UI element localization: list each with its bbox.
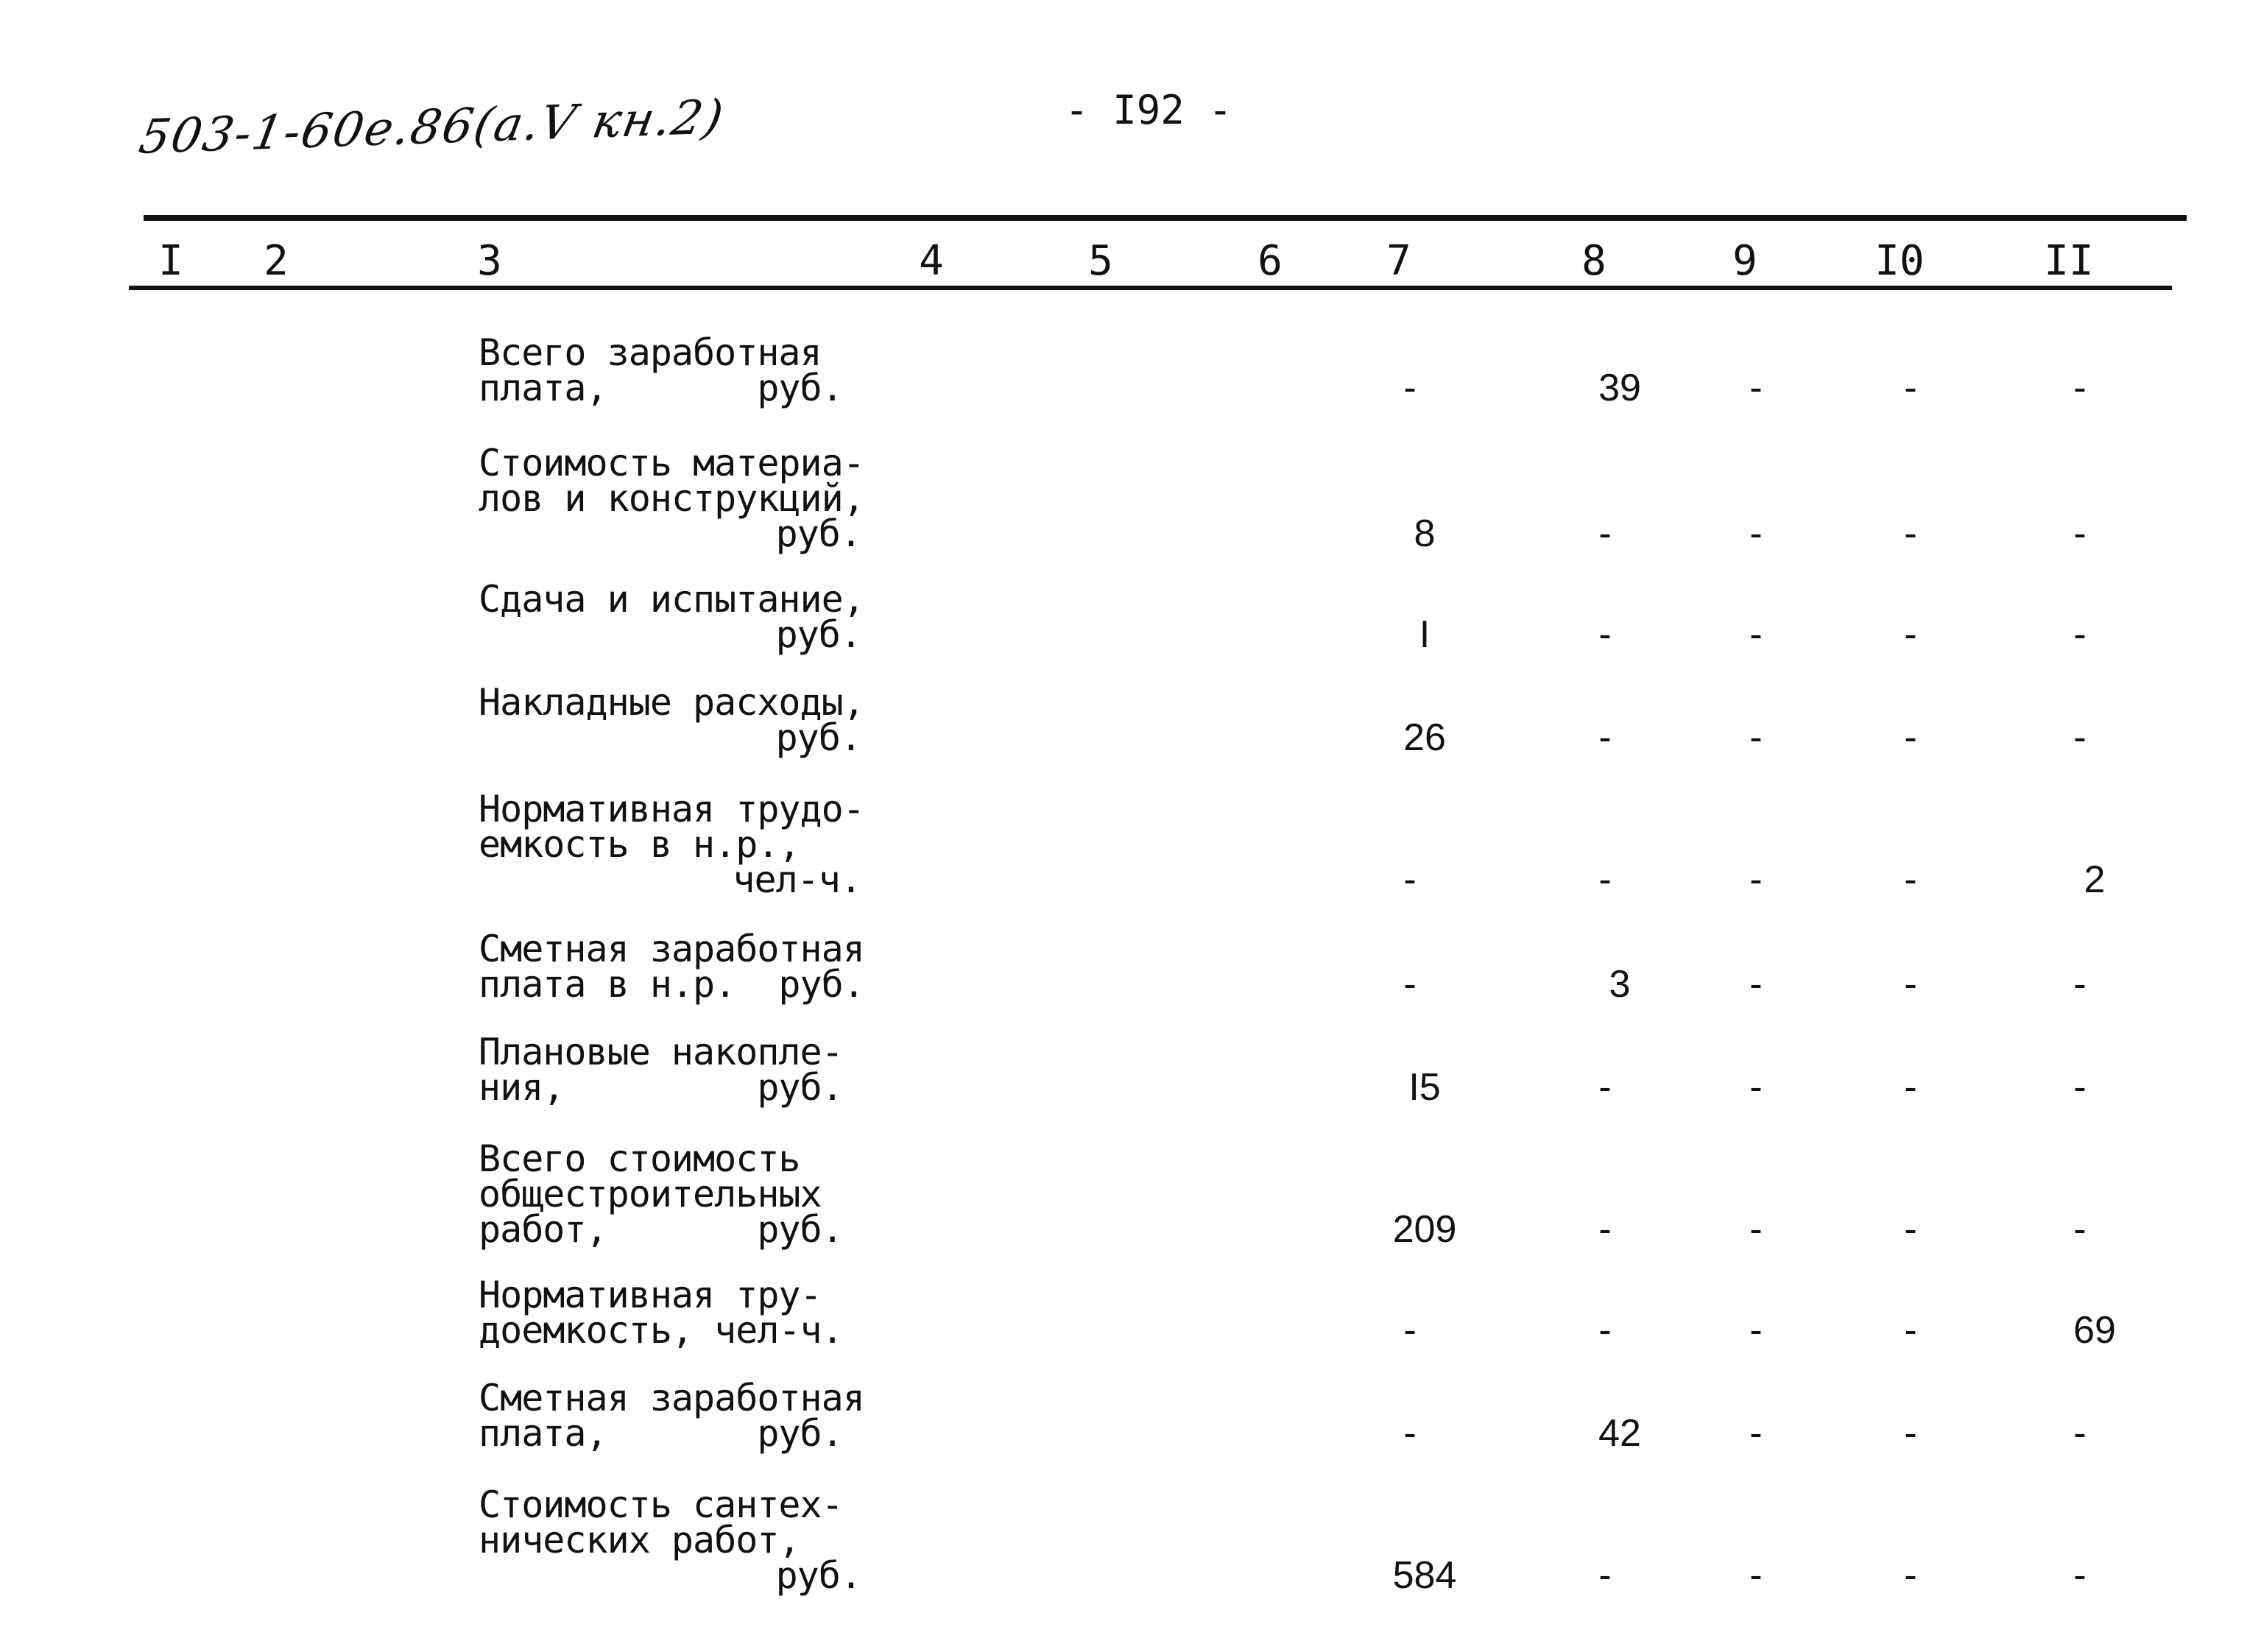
cell-col9: - xyxy=(1749,1208,1763,1251)
row-label-line: Сдача и испытание, xyxy=(479,578,864,621)
row-label-line: емкость в н.р., xyxy=(479,823,800,866)
cell-col11: 2 xyxy=(2084,858,2106,901)
row-label xyxy=(479,1137,891,1251)
cell-col7: - xyxy=(1403,1309,1417,1352)
row-unit: чел-ч. xyxy=(733,858,861,901)
cell-col7: I5 xyxy=(1408,1066,1441,1109)
cell-col8: - xyxy=(1598,613,1612,656)
cell-col9: - xyxy=(1749,858,1763,901)
table-top-rule xyxy=(144,215,2187,221)
cell-col7: - xyxy=(1403,367,1417,409)
row-label-line: Нормативная трудо- xyxy=(479,788,864,830)
table-header-rule xyxy=(129,286,2172,290)
cell-col10: - xyxy=(1904,1554,1917,1597)
cell-col10: - xyxy=(1904,512,1917,555)
cell-col9: - xyxy=(1749,963,1763,1006)
row-label-line: Стоимость сантех- xyxy=(479,1483,843,1526)
column-number-6: 6 xyxy=(1258,237,1283,285)
cell-col10: - xyxy=(1904,367,1917,409)
row-label-line: плата в н.р. руб. xyxy=(479,963,864,1006)
row-label xyxy=(479,1274,891,1352)
row-label-line: Плановые накопле- xyxy=(479,1031,843,1073)
cell-col8: - xyxy=(1598,716,1612,759)
row-label xyxy=(479,578,891,656)
row-label-line: Накладные расходы, xyxy=(479,681,864,724)
cell-col9: - xyxy=(1749,1309,1763,1352)
column-number-3: 3 xyxy=(477,237,502,285)
row-label-line: лов и конструкций, xyxy=(479,477,864,520)
handwritten-reference-note: 503-1-60e.86(a.V кн.2) xyxy=(135,90,729,165)
cell-col7: - xyxy=(1403,1412,1417,1455)
cell-col8: - xyxy=(1598,858,1612,901)
row-label-line: работ, руб. xyxy=(479,1208,843,1251)
cell-col8: 3 xyxy=(1609,963,1631,1006)
cell-col7: - xyxy=(1403,858,1417,901)
row-unit: руб. xyxy=(775,613,861,656)
cell-col11: - xyxy=(2073,1554,2087,1597)
row-label xyxy=(479,1031,891,1109)
cell-col10: - xyxy=(1904,716,1917,759)
cell-col8: - xyxy=(1598,1066,1612,1109)
cell-col11: - xyxy=(2073,613,2087,656)
cell-col11: - xyxy=(2073,367,2087,409)
cell-col9: - xyxy=(1749,716,1763,759)
cell-col10: - xyxy=(1904,1412,1917,1455)
cell-col8: - xyxy=(1598,1309,1612,1352)
cell-col10: - xyxy=(1904,858,1917,901)
cell-col9: - xyxy=(1749,367,1763,409)
cell-col10: - xyxy=(1904,1066,1917,1109)
cell-col9: - xyxy=(1749,512,1763,555)
row-label-line: Всего заработная xyxy=(479,331,822,374)
row-unit: руб. xyxy=(775,1554,861,1597)
row-label xyxy=(479,442,891,555)
column-number-9: 9 xyxy=(1732,237,1757,285)
cell-col9: - xyxy=(1749,1066,1763,1109)
cell-col9: - xyxy=(1749,1554,1763,1597)
row-label-line: Всего стоимость xyxy=(479,1137,800,1180)
cell-col9: - xyxy=(1749,1412,1763,1455)
cell-col8: - xyxy=(1598,1554,1612,1597)
row-label xyxy=(479,1483,891,1597)
cell-col7: 8 xyxy=(1414,512,1436,555)
cell-col7: 26 xyxy=(1403,716,1446,759)
column-number-10: I0 xyxy=(1874,237,1925,285)
row-label-line: ния, руб. xyxy=(479,1066,843,1109)
cell-col11: 69 xyxy=(2073,1309,2116,1352)
row-label-line: Нормативная тру- xyxy=(479,1274,822,1316)
page-number: - I92 - xyxy=(1065,87,1232,133)
row-unit: руб. xyxy=(775,512,861,555)
cell-col11: - xyxy=(2073,512,2087,555)
row-label-line: Сметная заработная xyxy=(479,928,864,970)
row-label-line: нических работ, xyxy=(479,1519,800,1561)
row-label xyxy=(479,331,891,409)
cell-col10: - xyxy=(1904,1309,1917,1352)
row-label-line: общестроительных xyxy=(479,1173,822,1215)
row-label-line: Стоимость материа- xyxy=(479,442,864,484)
cell-col7: I xyxy=(1419,613,1431,656)
cell-col7: 209 xyxy=(1392,1208,1457,1251)
column-number-1: I xyxy=(158,237,183,285)
row-label-line: плата, руб. xyxy=(479,367,843,409)
cell-col10: - xyxy=(1904,613,1917,656)
cell-col7: 584 xyxy=(1392,1554,1457,1597)
row-unit: руб. xyxy=(775,716,861,759)
row-label xyxy=(479,1377,891,1455)
row-label-line: Сметная заработная xyxy=(479,1377,864,1419)
cell-col8: 42 xyxy=(1598,1412,1641,1455)
cell-col11: - xyxy=(2073,1066,2087,1109)
column-number-2: 2 xyxy=(264,237,289,285)
column-number-11: II xyxy=(2044,237,2094,285)
cell-col8: - xyxy=(1598,1208,1612,1251)
cell-col10: - xyxy=(1904,1208,1917,1251)
cell-col7: - xyxy=(1403,963,1417,1006)
cell-col11: - xyxy=(2073,1208,2087,1251)
cell-col11: - xyxy=(2073,1412,2087,1455)
row-label-line: доемкость, чел-ч. xyxy=(479,1309,843,1352)
row-label xyxy=(479,788,891,901)
cell-col11: - xyxy=(2073,716,2087,759)
cell-col9: - xyxy=(1749,613,1763,656)
row-label-line: плата, руб. xyxy=(479,1412,843,1455)
cell-col11: - xyxy=(2073,963,2087,1006)
cell-col8: - xyxy=(1598,512,1612,555)
cell-col10: - xyxy=(1904,963,1917,1006)
cell-col8: 39 xyxy=(1598,367,1641,409)
column-number-4: 4 xyxy=(919,237,944,285)
row-label xyxy=(479,928,891,1006)
row-label xyxy=(479,681,891,759)
column-number-8: 8 xyxy=(1581,237,1606,285)
column-number-5: 5 xyxy=(1088,237,1113,285)
column-number-7: 7 xyxy=(1386,237,1411,285)
